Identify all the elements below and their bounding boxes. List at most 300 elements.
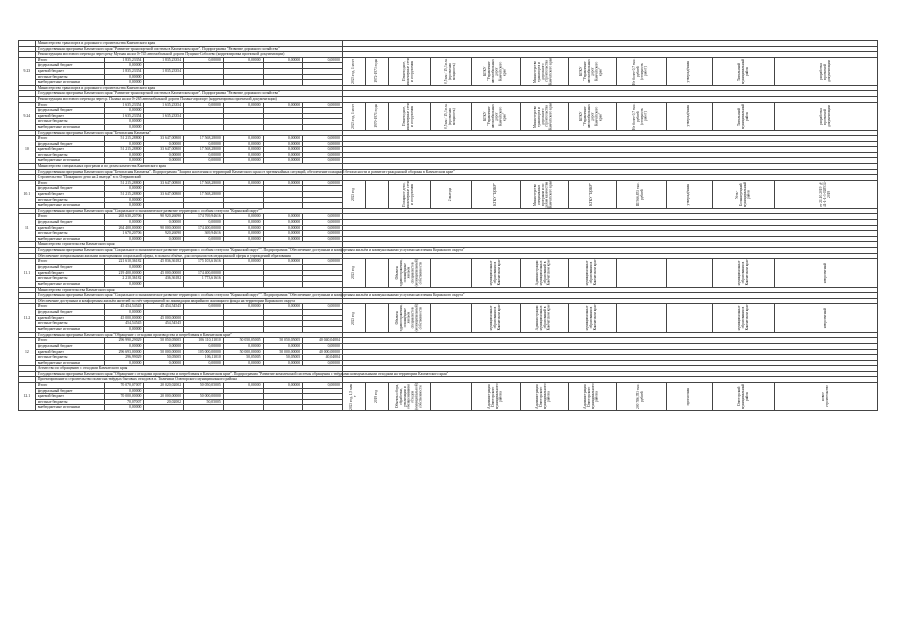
amount-cell: 51 215,28800: [104, 180, 144, 186]
object-attribute-text: КГКУ "Управление автомобильных дорог Камчатского края": [483, 104, 507, 128]
table-body: [19, 41, 878, 411]
amount-cell: 50,05005: [223, 355, 263, 361]
object-attribute-cell: [342, 304, 365, 332]
object-attribute-cell: [616, 304, 666, 332]
amount-cell: 174 400,00000: [184, 225, 224, 231]
amount-cell: 106,11010: [184, 355, 224, 361]
object-attribute-text: Пешеходное, инженерные сети и сооружения: [402, 102, 415, 130]
amount-cell: 40 000,00000: [303, 349, 343, 355]
object-attribute-text: Объекты здравоохранения, оснащённые жильём специалистов (муниципальный) собственности: [394, 304, 423, 332]
object-attribute-text: Министерство специальных программ и по делам казачества Камчатского края: [533, 180, 553, 208]
amount-cell: 1 835,23354: [144, 68, 184, 74]
amount-cell: 0,00000: [223, 231, 263, 237]
amount-cell: 0,00000: [303, 259, 343, 265]
amount-cell: 45 836,36182: [144, 259, 184, 265]
amount-cell: 0,00000: [104, 186, 144, 192]
amount-cell: 0,00000: [144, 152, 184, 158]
section-heading: Министерство транспорта и дорожного строительства Камчатского края: [35, 85, 342, 91]
amount-cell: 17 568,28000: [184, 136, 224, 142]
object-attribute-cell: [342, 259, 365, 287]
amount-cell: 0,00000: [223, 236, 263, 242]
amount-cell: 51 215,28800: [104, 136, 144, 142]
amount-cell: 0,00000: [303, 214, 343, 220]
amount-cell: 296 693,00000: [104, 349, 144, 355]
amount-cell: 17 568,28000: [184, 192, 224, 198]
amount-cell: 0,00000: [223, 343, 263, 349]
section-heading: Обеспечение специальными жилыми помещениями социальной сферы, в полном объёме, для специалистов медицинской сферы и учреждений образования: [35, 253, 342, 259]
object-attribute-text: Администрация Олюторского муниципального района: [487, 383, 503, 410]
amount-cell: 0,00000: [303, 304, 343, 310]
object-attribute-cell: [342, 57, 365, 85]
funding-source-label: местные бюджеты: [35, 231, 104, 237]
object-attribute-cell: [365, 180, 388, 208]
object-attribute-text: Администрация Олюторского муниципального района: [535, 383, 551, 410]
amount-cell: 0,00000: [263, 102, 303, 108]
amount-cell: 17 568,28000: [184, 180, 224, 186]
amount-cell: 1 773,61616: [184, 276, 224, 282]
funding-source-label: краевой бюджет: [35, 394, 104, 400]
amount-cell: 0,00000: [303, 225, 343, 231]
amount-cell: 50 000,00000: [184, 394, 224, 400]
amount-cell: 33 647,00800: [144, 192, 184, 198]
section-heading: Государственная программа Камчатского края "Развитие транспортной системы в Камчатском крае". Подпрограмма "Развитие дорожного хозяйства": [35, 46, 342, 52]
amount-cell: 0,00000: [144, 236, 184, 242]
amount-cell: 0,00000: [184, 360, 224, 366]
object-attribute-cell: [520, 383, 568, 411]
amount-cell: [144, 405, 184, 411]
amount-cell: 45 000,00000: [144, 270, 184, 276]
funding-source-label: федеральный бюджет: [35, 343, 104, 349]
object-attribute-text: 2023 год: [350, 311, 355, 325]
funding-source-label: краевой бюджет: [35, 192, 104, 198]
amount-cell: 0,00000: [263, 180, 303, 186]
row-index: 11.1: [19, 259, 36, 287]
amount-cell: 70 070,07007: [104, 383, 144, 389]
section-heading: Министерство специальных программ и по делам казачества Камчатского края: [35, 164, 342, 170]
amount-cell: 0,00000: [263, 360, 303, 366]
object-attribute-text: разработка проектной документации: [819, 105, 832, 127]
amount-cell: 0,00000: [104, 327, 144, 333]
amount-cell: 0,00000: [104, 388, 144, 394]
amount-cell: 0,00000: [104, 343, 144, 349]
object-attribute-text: 1972-1973 годы: [373, 59, 378, 84]
object-attribute-text: КГКУ "ЦОКР": [493, 182, 498, 206]
amount-cell: 20 000,00000: [144, 394, 184, 400]
object-attribute-cell: [365, 57, 388, 85]
object-attribute-text: Пожарное депо, инженерные сети и сооружения: [402, 180, 415, 208]
funding-source-label: Итого: [35, 259, 104, 265]
amount-cell: 0,00000: [104, 119, 144, 125]
funding-source-label: краевой бюджет: [35, 225, 104, 231]
amount-cell: 20,02002: [144, 399, 184, 405]
object-attribute-cell: [472, 102, 520, 130]
object-attribute-text: Тигильский муниципальный район: [736, 58, 749, 84]
funding-source-label: внебюджетные источники: [35, 281, 104, 287]
object-attribute-cell: [430, 102, 472, 130]
amount-cell: 264 400,00000: [104, 225, 144, 231]
amount-cell: 0,00000: [104, 310, 144, 316]
object-attribute-cell: [712, 57, 775, 85]
object-attribute-cell: [430, 383, 472, 411]
object-attribute-cell: [775, 304, 878, 332]
row-index: 10.1: [19, 180, 36, 208]
object-attribute-text: Министерство транспорта и дорожного строительства Камчатского края: [533, 102, 553, 130]
section-heading: Реконструкция мостового перехода через реку Мутная на км 0+745 автомобильной дороги Пущино-Соболево (корректировка проектной документации): [35, 52, 342, 58]
amount-cell: 296 990,29029: [104, 338, 144, 344]
amount-cell: 0,00000: [303, 57, 343, 63]
object-attribute-cell: [616, 383, 666, 411]
funding-source-label: местные бюджеты: [35, 321, 104, 327]
funding-source-label: внебюджетные источники: [35, 203, 104, 209]
amount-cell: 0,00000: [263, 343, 303, 349]
amount-cell: 0,00000: [104, 74, 144, 80]
object-attribute-text: Администрации муниципальных образований в Камчатском крае: [535, 305, 551, 331]
object-attribute-cell: [365, 102, 388, 130]
funding-source-label: местные бюджеты: [35, 355, 104, 361]
amount-cell: 20 020,02002: [144, 383, 184, 389]
amount-cell: 0,00000: [223, 220, 263, 226]
amount-cell: 0,00000: [184, 152, 224, 158]
object-attribute-cell: [342, 102, 365, 130]
object-attribute-cell: [388, 102, 430, 130]
object-attribute-text: 2023 год, 1 мост: [350, 103, 355, 129]
object-attribute-cell: [365, 259, 388, 287]
object-attribute-cell: [568, 57, 616, 85]
amount-cell: 1 835,23354: [104, 57, 144, 63]
object-attribute-cell: [388, 57, 430, 85]
object-attribute-text: 2019 год: [373, 390, 378, 404]
object-attribute-cell: [616, 57, 666, 85]
object-attribute-text: Пешеходное, инженерные сети и сооружения: [402, 57, 415, 85]
object-attribute-cell: [712, 259, 775, 287]
object-attribute-text: муниципальные образования в Камчатском крае: [489, 305, 501, 331]
amount-cell: 0,00000: [263, 259, 303, 265]
funding-source-label: Итого: [35, 214, 104, 220]
amount-cell: 33 647,00800: [144, 180, 184, 186]
funding-source-label: внебюджетные источники: [35, 327, 104, 333]
amount-cell: 0,00000: [104, 158, 144, 164]
section-heading: Государственная программа Камчатского края "Социальное и экономическое развитие территории с особым статусом "Корякский округ"". Подпрограмма "Обеспечение доступным и комфортным жильём и коммунальными услугами населения Корякского округа": [35, 293, 342, 299]
document-sheet: [18, 40, 878, 618]
object-attribute-cell: [520, 180, 568, 208]
row-index: 12.1: [19, 383, 36, 411]
investment-table: [18, 40, 878, 411]
amount-cell: 0,00000: [184, 220, 224, 226]
funding-source-label: федеральный бюджет: [35, 141, 104, 147]
object-attribute-cell: [388, 180, 430, 208]
amount-cell: 90 920,26090: [144, 214, 184, 220]
funding-source-label: внебюджетные источники: [35, 158, 104, 164]
amount-cell: 0,00000: [104, 80, 144, 86]
object-attribute-cell: [712, 180, 775, 208]
amount-cell: 45 000,00000: [144, 315, 184, 321]
row-index: 12: [19, 338, 36, 366]
amount-cell: 50 050,05005: [263, 338, 303, 344]
amount-cell: 1 635,23354: [104, 102, 144, 108]
object-attribute-text: 2023 год, 1,5 млн т: [348, 383, 357, 410]
object-attribute-text: КГКУ "Управление автомобильных дорог Камчатского края": [483, 59, 507, 84]
amount-cell: 0,00000: [223, 259, 263, 265]
amount-cell: [303, 405, 343, 411]
funding-source-label: местные бюджеты: [35, 197, 104, 203]
section-heading: Агентство по обращению с отходами Камчатского края: [35, 366, 342, 372]
amount-cell: [184, 405, 224, 411]
amount-cell: 1 670,20706: [104, 231, 144, 237]
amount-cell: 0,00000: [263, 147, 303, 153]
object-attribute-cell: [472, 259, 520, 287]
amount-cell: 0,00000: [303, 141, 343, 147]
object-attribute-cell: [365, 383, 388, 411]
funding-source-label: краевой бюджет: [35, 315, 104, 321]
object-attribute-text: 2023 год, 1 мост: [350, 58, 355, 84]
object-attribute-cell: [666, 102, 712, 130]
amount-cell: 1 835,23354: [104, 68, 144, 74]
object-attribute-text: 2 выезда: [448, 187, 453, 201]
amount-cell: 0,00000: [223, 214, 263, 220]
funding-source-label: местные бюджеты: [35, 399, 104, 405]
amount-cell: 0,00000: [263, 231, 303, 237]
object-attribute-cell: [520, 304, 568, 332]
amount-cell: 0,00000: [263, 57, 303, 63]
funding-source-label: местные бюджеты: [35, 119, 104, 125]
funding-source-label: Итого: [35, 304, 104, 310]
amount-cell: 50,05005: [263, 355, 303, 361]
amount-cell: 33 647,00800: [144, 147, 184, 153]
amount-cell: 296,99029: [104, 355, 144, 361]
amount-cell: 0,00000: [104, 405, 144, 411]
amount-cell: 436,36182: [144, 276, 184, 282]
section-heading: Государственная программа Камчатского края "Социальное и экономическое развитие территории с особым статусом "Корякский округ"". Подпрограмма "Обеспечение доступным и комфортным жильём и коммунальными услугами населения Корякского округа": [35, 247, 342, 253]
funding-source-label: внебюджетные источники: [35, 360, 104, 366]
amount-cell: 454,54545: [104, 321, 144, 327]
object-attribute-text: муниципальные образования в Камчатском крае: [585, 305, 598, 331]
object-attribute-text: утверждённая: [686, 105, 691, 127]
amount-cell: 0,00000: [223, 360, 263, 366]
amount-cell: 70 000,00000: [104, 394, 144, 400]
amount-cell: 0,00000: [104, 264, 144, 270]
object-attribute-cell: [775, 180, 878, 208]
object-attribute-text: 0,5 км / 15,3 п.м. (проектная мощность): [444, 58, 457, 84]
row-index: 9.24: [19, 102, 36, 130]
amount-cell: 0,00000: [223, 158, 263, 164]
funding-source-label: Итого: [35, 136, 104, 142]
object-attribute-cell: [430, 304, 472, 332]
funding-source-label: федеральный бюджет: [35, 186, 104, 192]
amount-cell: 174 769,94616: [184, 214, 224, 220]
object-attribute-cell: [342, 383, 365, 411]
object-attribute-cell: [568, 304, 616, 332]
amount-cell: 0,00000: [144, 220, 184, 226]
amount-cell: 0,00000: [263, 383, 303, 389]
object-attribute-cell: [472, 304, 520, 332]
object-attribute-text: КГКУ "Управление автомобильных дорог Камчатского края": [579, 104, 603, 128]
object-attribute-text: непроектный: [823, 262, 828, 283]
amount-cell: 175 103,61616: [184, 259, 224, 265]
amount-cell: 50 050,05005: [144, 338, 184, 344]
object-attribute-cell: [775, 383, 878, 411]
amount-cell: 265 630,20706: [104, 214, 144, 220]
row-index: 11: [19, 214, 36, 242]
object-attribute-cell: [430, 180, 472, 208]
section-heading: Министерство транспорта и дорожного строительства Камчатского края: [35, 41, 342, 47]
amount-cell: 920,26090: [144, 231, 184, 237]
object-attribute-cell: [666, 57, 712, 85]
amount-cell: 1 635,23354: [144, 113, 184, 119]
section-heading: Министерство строительства Камчатского края: [35, 242, 342, 248]
object-attribute-text: Министерство транспорта и дорожного строительства Камчатского края: [533, 57, 553, 85]
section-heading: Государственная программа Камчатского края "Обращение с отходами производства и потребления в Камчатском крае". Подпрограмма "Развитие комплексной системы обращения с твёрдыми коммунальными отходами на территории Камчатского края": [35, 371, 342, 377]
amount-cell: 0,00000: [263, 220, 303, 226]
amount-cell: 90 000,00000: [144, 225, 184, 231]
amount-cell: 45 000,00000: [104, 315, 144, 321]
section-heading: Государственная программа Камчатского края "Безопасная Камчатка": [35, 130, 342, 136]
funding-source-label: краевой бюджет: [35, 113, 104, 119]
section-heading: Обеспечение доступным и комфортным жильём жителей за счёт мероприятий по ликвидации аварийного жилищного фонда на территории Корякского округа: [35, 298, 342, 304]
object-attribute-text: муниципальные образования в Камчатском крае: [736, 259, 749, 286]
funding-source-label: федеральный бюджет: [35, 63, 104, 69]
funding-source-label: Итого: [35, 102, 104, 108]
object-attribute-cell: [520, 259, 568, 287]
object-attribute-cell: [520, 57, 568, 85]
object-attribute-text: муниципальные образования в Камчатском крае: [736, 305, 749, 331]
object-attribute-text: III 566,853 тыс. рублей: [636, 182, 645, 207]
object-attribute-text: Администрации муниципальных образований в Камчатском крае: [535, 259, 551, 286]
amount-cell: 0,00000: [184, 102, 224, 108]
object-attribute-cell: [430, 57, 472, 85]
object-attribute-text: Объекты здравоохранения, оснащённые жильём специалистов (муниципальный) собственности: [394, 259, 423, 287]
amount-cell: 0,00000: [104, 152, 144, 158]
object-attribute-text: Усть-Большерецкий муниципальный район: [734, 181, 751, 207]
funding-source-label: федеральный бюджет: [35, 108, 104, 114]
amount-cell: 0,00000: [223, 141, 263, 147]
amount-cell: 0,00000: [303, 102, 343, 108]
funding-source-label: внебюджетные источники: [35, 236, 104, 242]
object-attribute-text: муниципальные образования в Камчатском крае: [489, 259, 501, 286]
amount-cell: 50 000,00000: [223, 349, 263, 355]
amount-cell: 0,00000: [104, 203, 144, 209]
object-attribute-text: непроектный: [823, 307, 828, 329]
object-attribute-cell: [365, 304, 388, 332]
object-attribute-text: новое строительство: [821, 385, 830, 408]
object-attribute-cell: [472, 383, 520, 411]
amount-cell: 0,00000: [104, 281, 144, 287]
section-heading: Государственная программа Камчатского края "Развитие транспортной системы в Камчатском крае". Подпрограмма "Развитие дорожного хозяйства": [35, 91, 342, 97]
object-attribute-cell: [616, 102, 666, 130]
amount-cell: 0,00000: [223, 147, 263, 153]
funding-source-label: Итого: [35, 57, 104, 63]
object-attribute-cell: [712, 304, 775, 332]
amount-cell: 0,00000: [303, 152, 343, 158]
amount-cell: 0,00000: [303, 360, 343, 366]
object-attribute-text: Олюторский муниципальный район: [736, 384, 749, 410]
row-index: 9.23: [19, 57, 36, 85]
funding-source-label: Итого: [35, 383, 104, 389]
amount-cell: 0,00000: [263, 158, 303, 164]
amount-cell: 0,00000: [184, 343, 224, 349]
amount-cell: 0,00000: [104, 141, 144, 147]
object-attribute-cell: [775, 57, 878, 85]
amount-cell: 0,00000: [223, 225, 263, 231]
object-attribute-cell: [388, 304, 430, 332]
amount-cell: [223, 405, 263, 411]
object-attribute-cell: [616, 259, 666, 287]
amount-cell: 0,00000: [104, 236, 144, 242]
object-attribute-text: утверждённая: [686, 183, 691, 206]
amount-cell: 17 568,28000: [184, 147, 224, 153]
amount-cell: 50 000,00000: [263, 349, 303, 355]
amount-cell: 0,00000: [104, 197, 144, 203]
amount-cell: 0,00000: [303, 236, 343, 242]
object-attribute-text: прогнозная: [686, 387, 691, 406]
funding-source-label: федеральный бюджет: [35, 310, 104, 316]
funding-source-label: краевой бюджет: [35, 147, 104, 153]
row-index: 11.2: [19, 304, 36, 332]
object-attribute-text: от 21.10.2019 № 41-1-1-3-028534-2019: [819, 181, 832, 208]
amount-cell: 1 635,23354: [144, 102, 184, 108]
object-attribute-text: муниципальные образования в Камчатском крае: [585, 259, 598, 286]
object-attribute-cell: [666, 383, 712, 411]
object-attribute-cell: [472, 57, 520, 85]
object-attribute-cell: [472, 180, 520, 208]
amount-cell: 45 454,54545: [144, 304, 184, 310]
amount-cell: 0,00000: [263, 136, 303, 142]
amount-cell: 50 000,00000: [144, 349, 184, 355]
amount-cell: 0,00000: [303, 136, 343, 142]
amount-cell: 33 647,00800: [144, 136, 184, 142]
amount-cell: 0,00000: [263, 214, 303, 220]
amount-cell: 0,00000: [303, 383, 343, 389]
amount-cell: 0,00000: [303, 343, 343, 349]
funding-source-label: федеральный бюджет: [35, 220, 104, 226]
amount-cell: 51 215,28800: [104, 192, 144, 198]
amount-cell: 0,00000: [223, 136, 263, 142]
amount-cell: 0,00000: [184, 57, 224, 63]
object-attribute-cell: [666, 259, 712, 287]
object-attribute-text: Тигильский муниципальный район: [736, 103, 749, 129]
amount-cell: 0,00000: [303, 180, 343, 186]
object-attribute-text: 2023 год: [350, 266, 355, 280]
amount-cell: 0,00000: [303, 231, 343, 237]
object-attribute-cell: [342, 180, 365, 208]
amount-cell: 70,07007: [104, 399, 144, 405]
object-attribute-text: Объекты сбора, обработки, утилизации и обезвреживания отходов (муниципальной) собственности: [394, 383, 423, 410]
funding-source-label: внебюджетные источники: [35, 124, 104, 130]
amount-cell: 50 050,05005: [184, 383, 224, 389]
amount-cell: 50,05005: [144, 355, 184, 361]
amount-cell: 219 400,00000: [104, 270, 144, 276]
amount-cell: 0,00000: [144, 343, 184, 349]
section-heading: Строительство "Пожарного депо на 2 выезда" в п. Озерновский: [35, 175, 342, 181]
object-attribute-cell: [568, 180, 616, 208]
amount-cell: 0,00000: [104, 108, 144, 114]
funding-source-label: краевой бюджет: [35, 349, 104, 355]
section-heading: Государственная программа Камчатского края "Социальное и экономическое развитие территории с особым статусом "Корякский округ"": [35, 208, 342, 214]
funding-source-label: местные бюджеты: [35, 74, 104, 80]
amount-cell: 0,00000: [104, 220, 144, 226]
object-attribute-text: 1970-1971 годы: [373, 104, 378, 128]
section-heading: Государственная программа Камчатского края "Безопасная Камчатка". Подпрограмма "Защита населения и территорий Камчатского края от чрезвычайных ситуаций, обеспечение пожарной безопасности и развитие гражданской обороны в Камчатском крае": [35, 169, 342, 175]
amount-cell: 0,00000: [223, 152, 263, 158]
funding-source-label: местные бюджеты: [35, 276, 104, 282]
funding-source-label: краевой бюджет: [35, 68, 104, 74]
amount-cell: 0,00000: [263, 236, 303, 242]
object-attribute-text: Администрация Олюторского муниципального района: [583, 383, 600, 410]
funding-source-label: краевой бюджет: [35, 270, 104, 276]
amount-cell: 0,00000: [104, 124, 144, 130]
object-attribute-text: утверждённая: [686, 60, 691, 82]
amount-cell: 0,00000: [184, 141, 224, 147]
amount-cell: 0,00000: [303, 220, 343, 226]
